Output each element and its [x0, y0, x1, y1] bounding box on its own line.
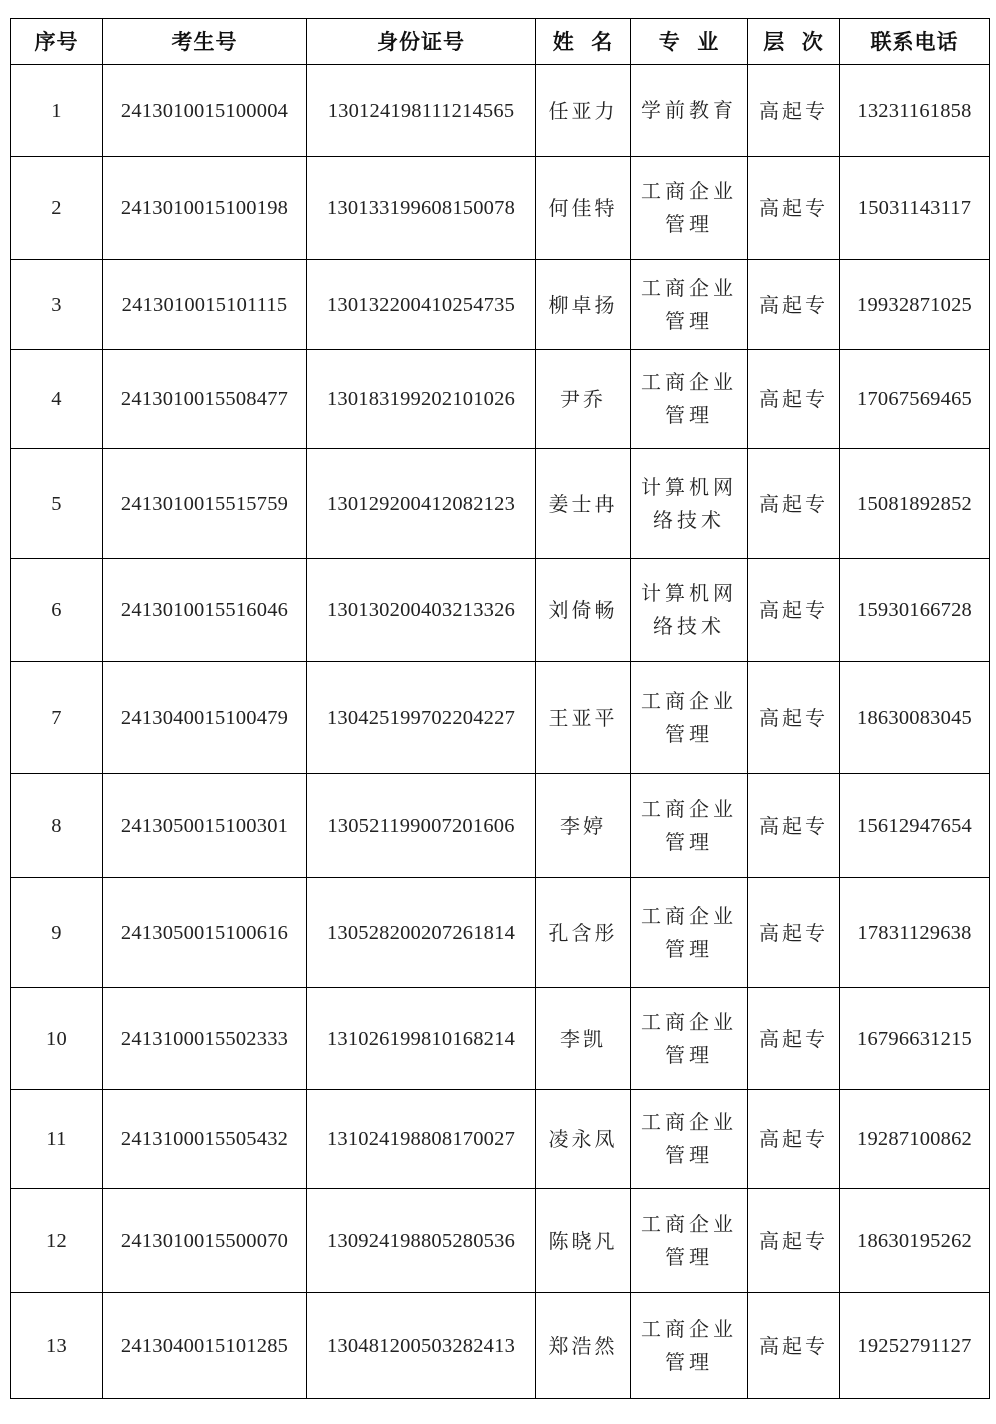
exam-number-cell: 2413050015100301	[103, 774, 307, 878]
level-cell: 高起专	[748, 774, 840, 878]
header-id-number: 身份证号	[307, 19, 536, 65]
id-number-cell: 130481200503282413	[307, 1293, 536, 1399]
student-name-cell: 何佳特	[536, 157, 631, 260]
level-cell: 高起专	[748, 1090, 840, 1189]
phone-cell: 15081892852	[840, 449, 990, 559]
major-cell: 学前教育	[631, 65, 748, 157]
level-cell: 高起专	[748, 878, 840, 988]
phone-cell: 18630195262	[840, 1189, 990, 1293]
level-cell: 高起专	[748, 662, 840, 774]
row-index-cell: 10	[11, 988, 103, 1090]
id-number-cell: 130425199702204227	[307, 662, 536, 774]
table-row	[11, 774, 990, 878]
exam-number-cell: 2413010015100004	[103, 65, 307, 157]
major-cell: 计算机网络技术	[631, 449, 748, 559]
phone-cell: 15031143117	[840, 157, 990, 260]
student-name-cell: 尹乔	[536, 350, 631, 449]
row-index-cell: 7	[11, 662, 103, 774]
level-cell: 高起专	[748, 260, 840, 350]
id-number-cell: 130130200403213326	[307, 559, 536, 662]
student-name-cell: 孔含彤	[536, 878, 631, 988]
table-row	[11, 157, 990, 260]
major-cell: 工商企业管理	[631, 662, 748, 774]
table-row	[11, 662, 990, 774]
exam-number-cell: 2413010015100198	[103, 157, 307, 260]
phone-cell: 19287100862	[840, 1090, 990, 1189]
id-number-cell: 130129200412082123	[307, 449, 536, 559]
major-cell: 工商企业管理	[631, 260, 748, 350]
major-cell: 工商企业管理	[631, 1293, 748, 1399]
table-row	[11, 1090, 990, 1189]
header-level: 层 次	[748, 19, 840, 65]
exam-number-cell: 2413010015508477	[103, 350, 307, 449]
exam-number-cell: 2413010015101115	[103, 260, 307, 350]
header-index: 序号	[11, 19, 103, 65]
level-cell: 高起专	[748, 350, 840, 449]
exam-number-cell: 2413010015515759	[103, 449, 307, 559]
level-cell: 高起专	[748, 157, 840, 260]
id-number-cell: 130183199202101026	[307, 350, 536, 449]
level-cell: 高起专	[748, 1293, 840, 1399]
student-table	[10, 18, 990, 1399]
phone-cell: 15930166728	[840, 559, 990, 662]
table-row	[11, 1189, 990, 1293]
row-index-cell: 5	[11, 449, 103, 559]
exam-number-cell: 2413100015502333	[103, 988, 307, 1090]
row-index-cell: 11	[11, 1090, 103, 1189]
exam-number-cell: 2413010015516046	[103, 559, 307, 662]
student-name-cell: 柳卓扬	[536, 260, 631, 350]
row-index-cell: 6	[11, 559, 103, 662]
level-cell: 高起专	[748, 1189, 840, 1293]
student-name-cell: 王亚平	[536, 662, 631, 774]
row-index-cell: 12	[11, 1189, 103, 1293]
level-cell: 高起专	[748, 559, 840, 662]
exam-number-cell: 2413040015100479	[103, 662, 307, 774]
student-name-cell: 陈晓凡	[536, 1189, 631, 1293]
phone-cell: 17067569465	[840, 350, 990, 449]
phone-cell: 13231161858	[840, 65, 990, 157]
id-number-cell: 131026199810168214	[307, 988, 536, 1090]
student-name-cell: 李凯	[536, 988, 631, 1090]
header-name: 姓 名	[536, 19, 631, 65]
level-cell: 高起专	[748, 449, 840, 559]
major-cell: 工商企业管理	[631, 878, 748, 988]
id-number-cell: 130521199007201606	[307, 774, 536, 878]
phone-cell: 18630083045	[840, 662, 990, 774]
header-major: 专 业	[631, 19, 748, 65]
student-name-cell: 任亚力	[536, 65, 631, 157]
student-name-cell: 郑浩然	[536, 1293, 631, 1399]
major-cell: 工商企业管理	[631, 774, 748, 878]
phone-cell: 15612947654	[840, 774, 990, 878]
phone-cell: 17831129638	[840, 878, 990, 988]
exam-number-cell: 2413040015101285	[103, 1293, 307, 1399]
major-cell: 工商企业管理	[631, 1090, 748, 1189]
level-cell: 高起专	[748, 988, 840, 1090]
header-exam-number: 考生号	[103, 19, 307, 65]
table-row	[11, 65, 990, 157]
row-index-cell: 4	[11, 350, 103, 449]
phone-cell: 19932871025	[840, 260, 990, 350]
major-cell: 工商企业管理	[631, 1189, 748, 1293]
table-body	[11, 65, 990, 1399]
table-row	[11, 559, 990, 662]
id-number-cell: 130124198111214565	[307, 65, 536, 157]
row-index-cell: 2	[11, 157, 103, 260]
student-name-cell: 刘倚畅	[536, 559, 631, 662]
major-cell: 工商企业管理	[631, 157, 748, 260]
major-cell: 计算机网络技术	[631, 559, 748, 662]
row-index-cell: 9	[11, 878, 103, 988]
major-cell: 工商企业管理	[631, 350, 748, 449]
id-number-cell: 130133199608150078	[307, 157, 536, 260]
exam-number-cell: 2413010015500070	[103, 1189, 307, 1293]
phone-cell: 16796631215	[840, 988, 990, 1090]
level-cell: 高起专	[748, 65, 840, 157]
table-row	[11, 1293, 990, 1399]
student-name-cell: 凌永凤	[536, 1090, 631, 1189]
table-row	[11, 988, 990, 1090]
id-number-cell: 130132200410254735	[307, 260, 536, 350]
exam-number-cell: 2413050015100616	[103, 878, 307, 988]
table-row	[11, 260, 990, 350]
row-index-cell: 13	[11, 1293, 103, 1399]
header-phone: 联系电话	[840, 19, 990, 65]
id-number-cell: 131024198808170027	[307, 1090, 536, 1189]
table-row	[11, 878, 990, 988]
row-index-cell: 3	[11, 260, 103, 350]
student-name-cell: 姜士冉	[536, 449, 631, 559]
row-index-cell: 1	[11, 65, 103, 157]
row-index-cell: 8	[11, 774, 103, 878]
id-number-cell: 130924198805280536	[307, 1189, 536, 1293]
table-header-row	[11, 19, 990, 65]
student-table-container	[10, 18, 989, 1399]
student-name-cell: 李婷	[536, 774, 631, 878]
table-row	[11, 350, 990, 449]
id-number-cell: 130528200207261814	[307, 878, 536, 988]
major-cell: 工商企业管理	[631, 988, 748, 1090]
table-row	[11, 449, 990, 559]
exam-number-cell: 2413100015505432	[103, 1090, 307, 1189]
phone-cell: 19252791127	[840, 1293, 990, 1399]
